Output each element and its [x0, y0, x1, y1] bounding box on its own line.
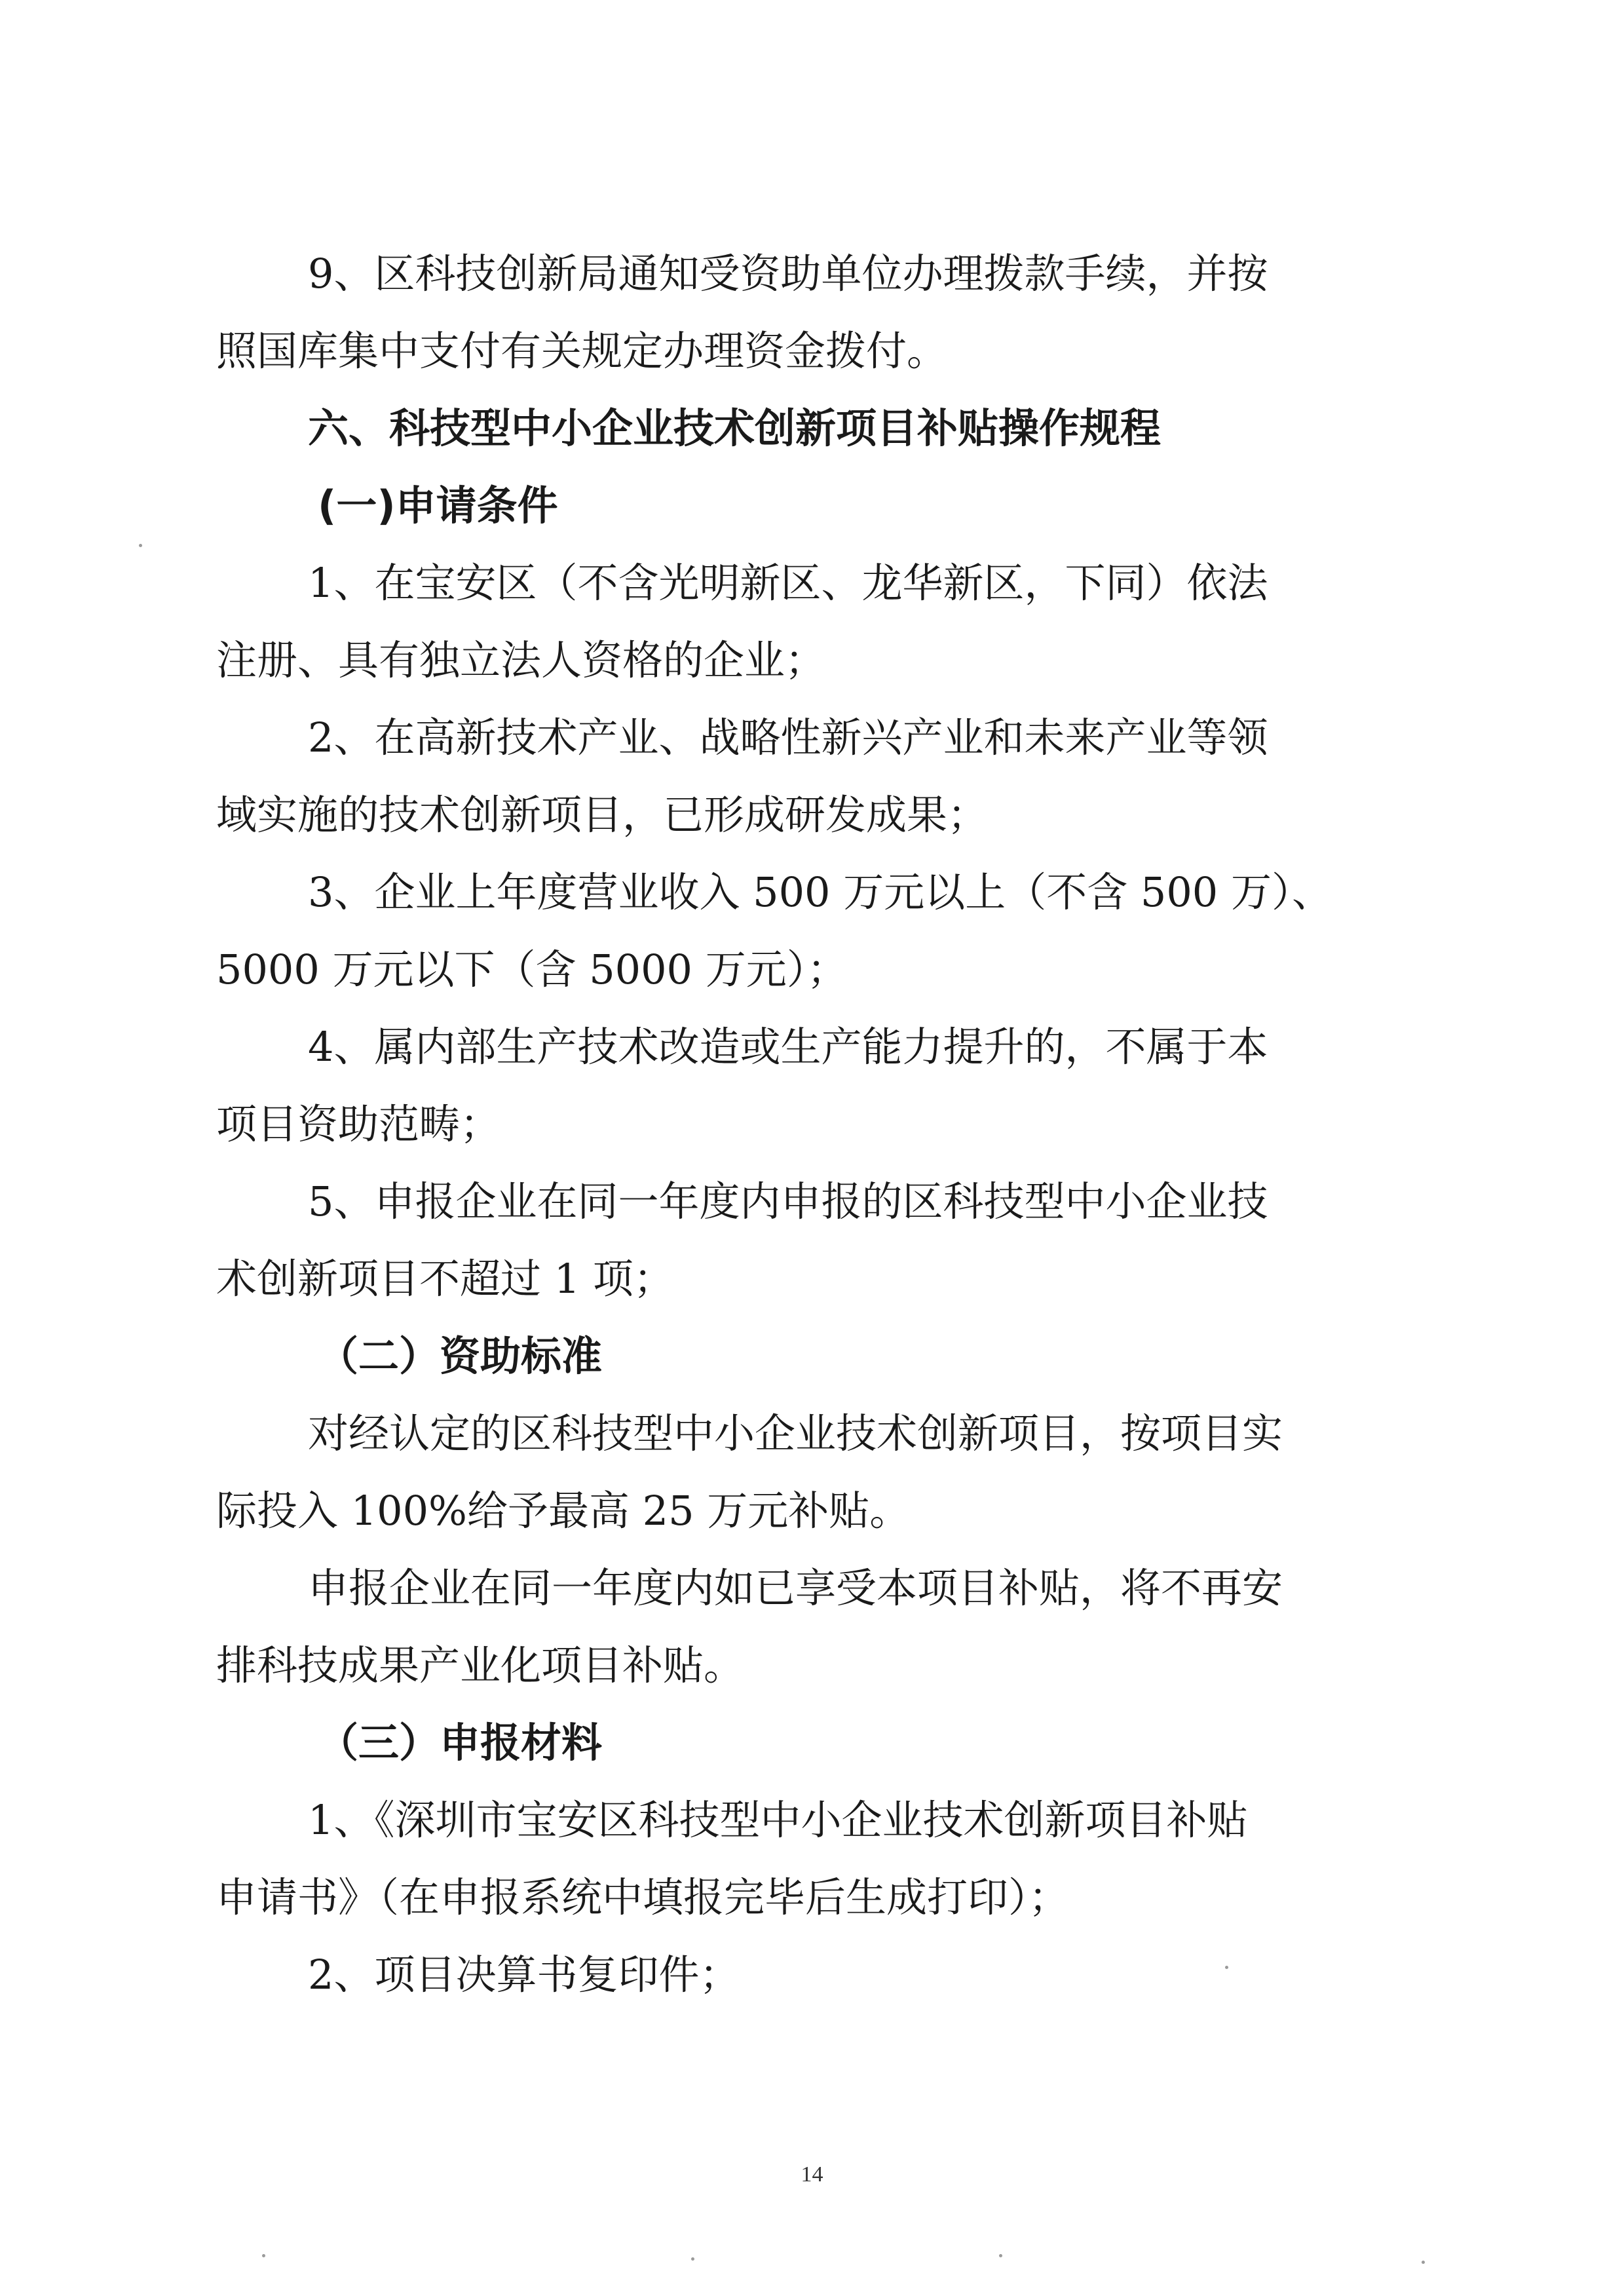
paragraph-9-line-1: 9、区科技创新局通知受资助单位办理拨款手续，并按: [308, 250, 1268, 297]
condition-4-line-2: 项目资助范畴；: [216, 1100, 501, 1148]
condition-2-line-2: 域实施的技术创新项目，已形成研发成果；: [216, 791, 989, 839]
paragraph-9-line-2: 照国库集中支付有关规定办理资金拨付。: [216, 327, 948, 375]
scan-speck: [691, 2257, 694, 2261]
scan-speck: [1225, 1966, 1228, 1969]
condition-5-line-2: 术创新项目不超过 1 项；: [216, 1255, 674, 1303]
condition-4-line-1: 4、属内部生产技术改造或生产能力提升的，不属于本: [308, 1023, 1268, 1071]
condition-1-line-1: 1、在宝安区（不含光明新区、龙华新区，下同）依法: [308, 559, 1268, 607]
scan-speck: [262, 2254, 265, 2257]
condition-3-line-2: 5000 万元以下（含 5000 万元）；: [216, 946, 848, 993]
standard-para-1-line-1: 对经认定的区科技型中小企业技术创新项目，按项目实: [308, 1409, 1283, 1457]
scan-speck: [1422, 2261, 1425, 2264]
material-1-line-2: 申请书》（在申报系统中填报完毕后生成打印）；: [216, 1873, 1070, 1921]
material-2-line-1: 2、项目决算书复印件；: [308, 1951, 740, 1999]
material-1-line-1: 1、《深圳市宝安区科技型中小企业技术创新项目补贴: [308, 1796, 1248, 1844]
condition-2-line-1: 2、在高新技术产业、战略性新兴产业和未来产业等领: [308, 714, 1268, 761]
condition-3-line-1: 3、企业上年度营业收入 500 万元以上（不含 500 万）、: [308, 868, 1332, 916]
scan-speck: [139, 544, 142, 547]
condition-1-line-2: 注册、具有独立法人资格的企业；: [216, 636, 826, 684]
standard-para-1-line-2: 际投入 100%给予最高 25 万元补贴。: [216, 1487, 911, 1535]
subsection-heading-3: （三）申报材料: [318, 1719, 603, 1767]
condition-5-line-1: 5、申报企业在同一年度内申报的区科技型中小企业技: [308, 1177, 1268, 1225]
scan-speck: [999, 2254, 1002, 2257]
standard-para-2-line-1: 申报企业在同一年度内如已享受本项目补贴，将不再安: [308, 1564, 1283, 1612]
page-number: 14: [801, 2162, 823, 2187]
subsection-heading-1: (一)申请条件: [318, 482, 558, 529]
section-heading-6: 六、科技型中小企业技术创新项目补贴操作规程: [308, 404, 1161, 452]
subsection-heading-2: （二）资助标准: [318, 1332, 603, 1380]
standard-para-2-line-2: 排科技成果产业化项目补贴。: [216, 1641, 745, 1689]
